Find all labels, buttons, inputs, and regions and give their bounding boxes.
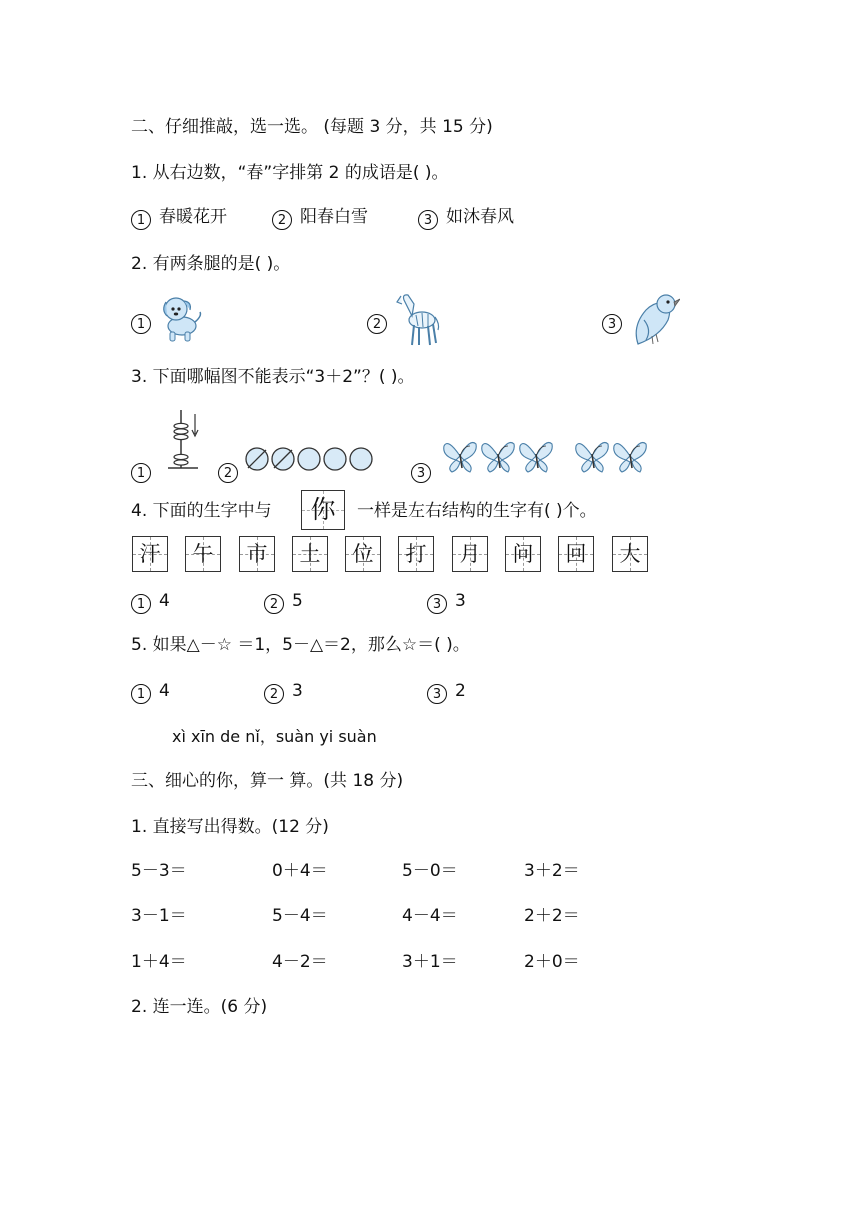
calc-item[interactable]: 4－4＝ xyxy=(402,906,458,926)
char: 市 xyxy=(246,542,268,566)
calc-item[interactable]: 2＋0＝ xyxy=(524,952,580,972)
option-number: 1 xyxy=(131,594,151,614)
calc-item[interactable]: 4－2＝ xyxy=(272,952,328,972)
option-number: 2 xyxy=(264,684,284,704)
char-box xyxy=(612,536,648,572)
q2-option-1[interactable] xyxy=(131,310,159,334)
char: 回 xyxy=(565,542,587,566)
question-5: 5. 如果△－☆ ＝1，5－△＝2，那么☆＝( )。 xyxy=(131,635,470,655)
char-box xyxy=(558,536,594,572)
option-label: 3 xyxy=(292,681,303,701)
char-box xyxy=(505,536,541,572)
question-4-suffix: 一样是左右结构的生字有( )个。 xyxy=(357,501,597,521)
option-label: 2 xyxy=(455,681,466,701)
option-label: 5 xyxy=(292,591,303,611)
calc-item[interactable]: 2＋2＝ xyxy=(524,906,580,926)
option-number: 2 xyxy=(272,210,292,230)
calc-item[interactable]: 3－1＝ xyxy=(131,906,187,926)
char: 土 xyxy=(299,542,321,566)
question-2: 2. 有两条腿的是( )。 xyxy=(131,254,291,274)
pinyin-line: xì xīn de nǐ，suàn yi suàn xyxy=(172,727,377,746)
example-char: 你 xyxy=(310,495,336,524)
option-number: 1 xyxy=(131,684,151,704)
calc-item[interactable]: 5－3＝ xyxy=(131,861,187,881)
char: 打 xyxy=(405,542,427,566)
section-3-title: 三、细心的你，算一 算。(共 18 分) xyxy=(131,771,404,791)
abacus-icon xyxy=(164,406,204,470)
section-2-title: 二、仔细推敲，选一选。 (每题 3 分，共 15 分) xyxy=(131,117,493,137)
char-box xyxy=(398,536,434,572)
char-box xyxy=(292,536,328,572)
circles-icon xyxy=(244,446,378,472)
q1-option-1[interactable] xyxy=(131,206,227,230)
q4-option-3[interactable] xyxy=(427,590,466,614)
calc-item[interactable]: 5－0＝ xyxy=(402,861,458,881)
char: 汗 xyxy=(139,542,161,566)
char: 问 xyxy=(512,542,534,566)
char: 午 xyxy=(192,542,214,566)
question-connect-title: 2. 连一连。(6 分) xyxy=(131,997,268,1017)
char: 大 xyxy=(619,542,641,566)
calc-item[interactable]: 3＋1＝ xyxy=(402,952,458,972)
dog-icon xyxy=(158,292,204,344)
char-box xyxy=(185,536,221,572)
option-number: 1 xyxy=(131,210,151,230)
calc-item[interactable]: 5－4＝ xyxy=(272,906,328,926)
q2-option-2[interactable] xyxy=(367,310,395,334)
question-3: 3. 下面哪幅图不能表示“3＋2”？( )。 xyxy=(131,367,415,387)
option-number: 3 xyxy=(427,594,447,614)
q3-option-3[interactable] xyxy=(411,459,439,483)
option-label: 如沐春风 xyxy=(446,207,514,227)
option-number: 3 xyxy=(411,463,431,483)
char-box xyxy=(132,536,168,572)
char-box xyxy=(345,536,381,572)
char: 位 xyxy=(352,542,374,566)
char: 月 xyxy=(459,542,481,566)
example-char-box xyxy=(301,490,345,530)
zebra-icon xyxy=(392,290,442,348)
option-number: 3 xyxy=(427,684,447,704)
q5-option-1[interactable] xyxy=(131,680,170,704)
q1-option-3[interactable] xyxy=(418,206,514,230)
option-number: 1 xyxy=(131,463,151,483)
q3-option-2[interactable] xyxy=(218,459,246,483)
calc-item[interactable]: 0＋4＝ xyxy=(272,861,328,881)
question-calc-title: 1. 直接写出得数。(12 分) xyxy=(131,817,329,837)
option-number: 2 xyxy=(264,594,284,614)
q3-option-1[interactable] xyxy=(131,459,159,483)
option-number: 2 xyxy=(218,463,238,483)
option-label: 阳春白雪 xyxy=(300,207,368,227)
option-label: 4 xyxy=(159,591,170,611)
option-number: 2 xyxy=(367,314,387,334)
butterflies-icon xyxy=(442,436,660,476)
q4-option-1[interactable] xyxy=(131,590,170,614)
option-label: 春暖花开 xyxy=(159,207,227,227)
option-label: 4 xyxy=(159,681,170,701)
option-label: 3 xyxy=(455,591,466,611)
q1-option-2[interactable] xyxy=(272,206,368,230)
question-4-prefix: 4. 下面的生字中与 xyxy=(131,501,272,521)
bird-icon xyxy=(626,290,680,348)
char-box xyxy=(239,536,275,572)
calc-item[interactable]: 1＋4＝ xyxy=(131,952,187,972)
q5-option-2[interactable] xyxy=(264,680,303,704)
option-number: 3 xyxy=(418,210,438,230)
calc-item[interactable]: 3＋2＝ xyxy=(524,861,580,881)
question-1: 1. 从右边数，“春”字排第 2 的成语是( )。 xyxy=(131,163,449,183)
char-box xyxy=(452,536,488,572)
option-number: 1 xyxy=(131,314,151,334)
option-number: 3 xyxy=(602,314,622,334)
q5-option-3[interactable] xyxy=(427,680,466,704)
q4-option-2[interactable] xyxy=(264,590,303,614)
